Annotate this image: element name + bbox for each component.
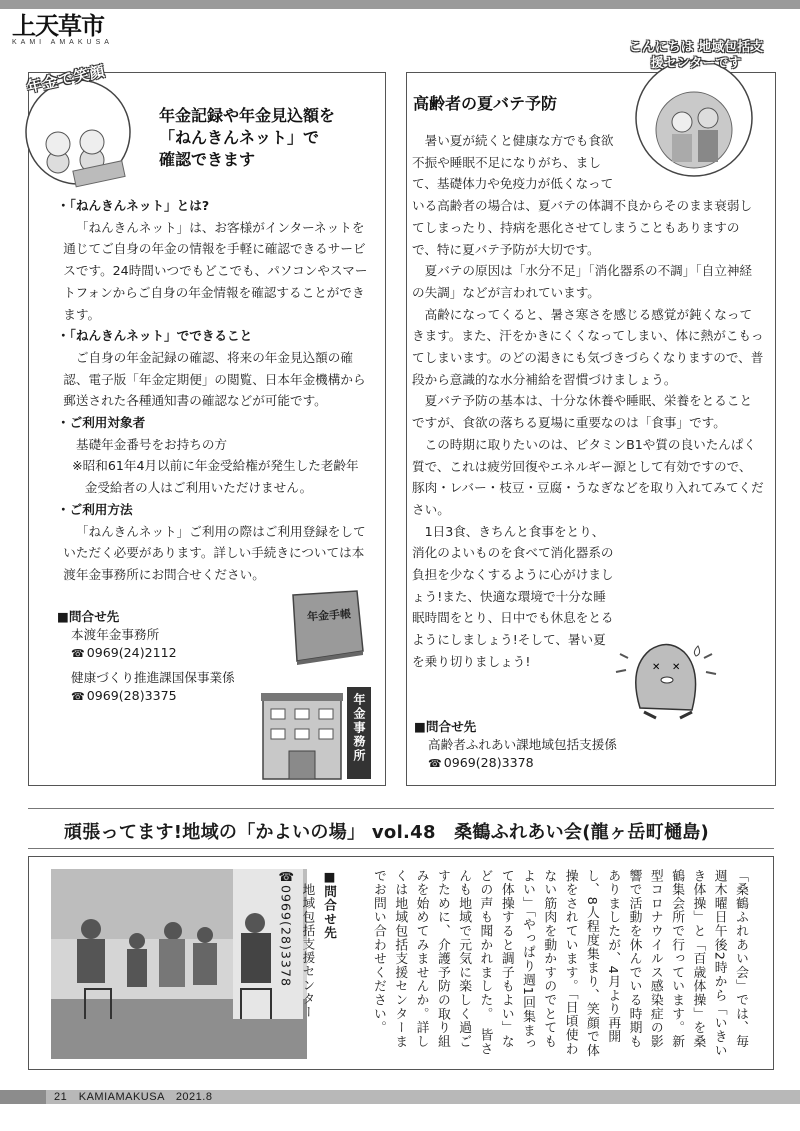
footer-accent (0, 1090, 46, 1104)
p-target: 基礎年金番号をお持ちの方 (75, 436, 228, 452)
q-how: ・ご利用方法 (57, 501, 133, 517)
pension-headline: 年金記録や年金見込額を 「ねんきんネット」で 確認できます (159, 106, 336, 169)
city-logo (12, 11, 113, 46)
kayoi-contact (275, 869, 340, 1059)
kayoi-article (28, 856, 774, 1070)
kayoi-title: 頑張ってます!地域の「かよいの場」 vol.48 桑鶴ふれあい会(龍ヶ岳町樋島) (64, 822, 710, 843)
q-can: ・「ねんきんネット」でできること (57, 328, 253, 344)
svg-text:✕: ✕ (672, 662, 681, 673)
kayoi-body: 「桑鶴ふれあい会」では、毎週木曜日午後2時から「いきいき体操」と「百歳体操」を桑鶴集会所で行っています。新型コロナウイルス感染症の影響で活動を休んでいる時期もありましたが、4月より再開し、8人程度集まり、笑顔で体操をされています。「日頃使わない筋肉を動かすのでとてもよい」「やっぱり週1回集まって体操すると調子もよい」などの声も聞かれました。 皆さんも地域で元気に楽しく過ごすために、介護予防の取り組みを始めてみませんか。詳しくは地域包括支援センターまでお問い合わせください。 (370, 869, 748, 1058)
pension-body (57, 195, 369, 586)
natsubate-body (412, 130, 764, 673)
logo-subtitle: KAMI AMAKUSA (12, 39, 113, 46)
top-bar (0, 0, 800, 9)
p-how: 「ねんきんネット」ご利用の際はご利用登録をしていただく必要があります。詳しい手続きについては本渡年金事務所にお問合せください。 (63, 523, 366, 582)
logo-title: 上天草市 (12, 11, 104, 40)
q-what: ・「ねんきんネット」とは? (57, 198, 210, 213)
p-nb5: この時期に取りたいのは、ビタミンB1や質の良いたんぱく質で、これは疲労回復やエネルギー源として有効ですので、豚肉・レバー・枝豆・豆腐・うなぎなどを取り入れてみてください。 (412, 436, 764, 517)
badge-title: 年金で笑顔 (25, 61, 108, 97)
natsubate-contact: ■問合せ先 高齢者ふれあい課地域包括支援係 ☎ 0969(28)3378 (414, 718, 654, 773)
p-nb2: 夏バテの原因は「水分不足」「消化器系の不調」「自立神経の失調」などが言われています。 (412, 263, 753, 300)
p-what: 「ねんきんネット」は、お客様がインターネットを通じてご自身の年金の情報を手軽に確認できるサービスです。24時間いつでもどこでも、パソコンやスマートフォンからご自身の年金情報を確認することができます。 (63, 219, 368, 322)
book-label: 年金手帳 (306, 607, 352, 624)
sweating-character-illustration (610, 628, 720, 724)
p-nb6: 1日3食、きちんと食事をとり、消化のよいものを食べて消化器系の負担を少なくするように心がけましょう!また、快適な環境で十分な睡眠時間をとり、日中でも休息をとるようにしましょう!そして、暑い夏を乗り切りましょう! (412, 523, 614, 669)
natsubate-headline: 高齢者の夏バテ予防 (413, 94, 558, 113)
p-can: ご自身の年金記録の確認、将来の年金見込額の確認、電子版「年金定期便」の閲覧、日本年金機構から郵送された各種通知書の確認などが可能です。 (63, 349, 366, 409)
footer-page-info: 21 KAMIAMAKUSA 2021.8 (54, 1091, 213, 1103)
pension-contact: ■問合せ先 本渡年金事務所 ☎ 0969(24)2112 健康づくり推進課国保事業係 ☎ 0969(28)3375 (57, 608, 267, 706)
office-sign: 年金事務所 (352, 693, 366, 763)
svg-text:✕: ✕ (652, 662, 661, 673)
support-center-badge (614, 34, 774, 194)
p-nb4: 夏バテ予防の基本は、十分な休養や睡眠、栄養をとることですが、食欲の落ちる夏場に重要なのは「食事」です。 (412, 393, 753, 431)
p-nb1: 暑い夏が続くと健康な方でも食欲不振や睡眠不足になりがち、まして、基礎体力や免疫力が低くなっている高齢者の場合は、夏バテの体調不良からそのまま衰弱してしまったり、持病を悪化させてしまうこともありますので、特に夏バテ予防が大切です。 (412, 133, 753, 257)
q-target: ・ご利用対象者 (57, 415, 146, 431)
bottom-section-line (28, 808, 774, 809)
pension-badge (18, 61, 144, 192)
kayoi-contact-heading: ■問合せ先 (322, 869, 338, 940)
badge-support-title: こんにちは 地域包括支援センターです (628, 40, 764, 71)
pension-office-illustration (259, 685, 379, 781)
kayoi-contact-name: 地域包括支援センター (300, 883, 316, 1019)
kayoi-contact-tel: ☎0969(28)3378 (278, 869, 294, 987)
bottom-title-underline (28, 848, 774, 849)
kayoi-photo (51, 869, 307, 1059)
p-nb3: 高齢になってくると、暑さ寒さを感じる感覚が鈍くなってきます。また、汗をかきにくくなってしまい、体に熱がこもってしまいます。のどの渇きにも気づきづらくなりますので、普段から意識的な水分補給を習慣づけましょう。 (412, 306, 764, 387)
p-target-note: ※昭和61年4月以前に年金受給権が発生した老齢年金受給者の人はご利用いただけません。 (72, 458, 359, 496)
pension-book-illustration (281, 589, 367, 669)
